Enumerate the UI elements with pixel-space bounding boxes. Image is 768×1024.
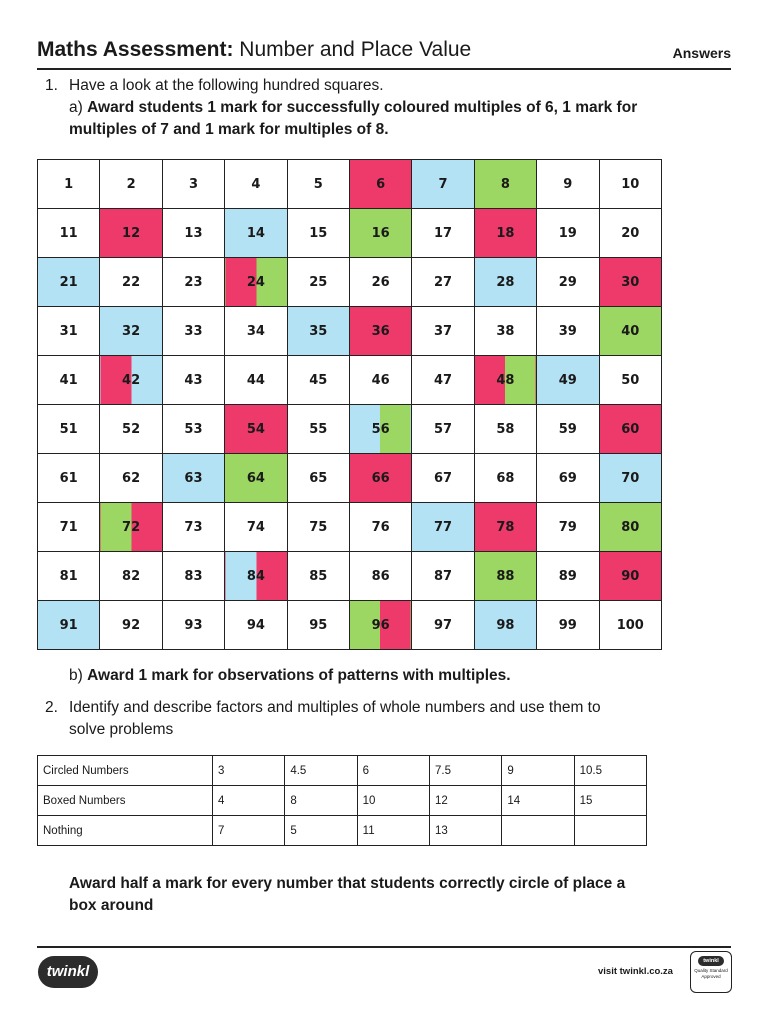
hundred-square-cell: 28 [474, 258, 536, 307]
hundred-square-cell: 36 [349, 307, 411, 356]
hundred-square-cell: 42 [100, 356, 162, 405]
hundred-square-cell: 80 [599, 503, 661, 552]
hundred-square-cell: 57 [412, 405, 474, 454]
numbers-table-cell: 3 [213, 756, 285, 786]
hundred-square-cell: 85 [287, 552, 349, 601]
hundred-square-cell: 76 [349, 503, 411, 552]
hundred-square-cell: 49 [537, 356, 599, 405]
hundred-square-cell: 91 [38, 601, 100, 650]
numbers-table-cell: 13 [429, 816, 501, 846]
hundred-square-cell: 77 [412, 503, 474, 552]
numbers-table-cell: 4 [213, 786, 285, 816]
question-2-line2: solve problems [69, 721, 174, 738]
hundred-square-cell: 21 [38, 258, 100, 307]
question-1b-text: Award 1 mark for observations of patterns with multiples. [87, 667, 511, 684]
question-2-line1: Identify and describe factors and multiples of whole numbers and use them to [69, 699, 601, 716]
hundred-square-cell: 68 [474, 454, 536, 503]
hundred-square-cell: 2 [100, 160, 162, 209]
numbers-table-cell [574, 816, 646, 846]
hundred-square-cell: 25 [287, 258, 349, 307]
hundred-square-cell: 23 [162, 258, 224, 307]
hundred-square-cell: 38 [474, 307, 536, 356]
numbers-table-cell: 11 [357, 816, 429, 846]
numbers-table-row-label: Nothing [38, 816, 213, 846]
numbers-table-row [38, 786, 647, 816]
numbers-table-cell: 8 [285, 786, 357, 816]
hundred-square-cell: 29 [537, 258, 599, 307]
hundred-square-cell: 48 [474, 356, 536, 405]
question-1 [45, 75, 685, 145]
title-rest: Number and Place Value [233, 38, 472, 61]
hundred-square-cell: 10 [599, 160, 661, 209]
hundred-square-cell: 66 [349, 454, 411, 503]
hundred-square-cell: 32 [100, 307, 162, 356]
numbers-table-cell: 15 [574, 786, 646, 816]
hundred-square-cell: 15 [287, 209, 349, 258]
hundred-square-cell: 94 [225, 601, 287, 650]
hundred-square-cell: 51 [38, 405, 100, 454]
hundred-square-cell: 69 [537, 454, 599, 503]
hundred-square-cell: 95 [287, 601, 349, 650]
hundred-square-cell: 62 [100, 454, 162, 503]
badge-line1: Quality Standard [694, 968, 728, 973]
badge-line2: Approved [701, 974, 721, 979]
hundred-square-cell: 96 [349, 601, 411, 650]
hundred-square-cell: 37 [412, 307, 474, 356]
hundred-square-cell: 65 [287, 454, 349, 503]
hundred-square-row [38, 160, 662, 209]
hundred-square-cell: 88 [474, 552, 536, 601]
question-2-note-line1: Award half a mark for every number that students correctly circle of place a [69, 875, 626, 892]
hundred-square-cell: 58 [474, 405, 536, 454]
hundred-square-cell: 82 [100, 552, 162, 601]
hundred-square-cell: 17 [412, 209, 474, 258]
question-1-number: 1. [45, 77, 58, 94]
numbers-table-cell: 14 [502, 786, 574, 816]
page-header [37, 36, 731, 70]
hundred-square-cell: 27 [412, 258, 474, 307]
hundred-square-cell: 84 [225, 552, 287, 601]
hundred-square-cell: 41 [38, 356, 100, 405]
hundred-square-cell: 46 [349, 356, 411, 405]
page-title [37, 38, 471, 62]
hundred-square-row [38, 552, 662, 601]
numbers-table-cell: 7.5 [429, 756, 501, 786]
hundred-square-cell: 35 [287, 307, 349, 356]
hundred-square-cell: 90 [599, 552, 661, 601]
numbers-table-cell: 10.5 [574, 756, 646, 786]
hundred-square-cell: 72 [100, 503, 162, 552]
hundred-square-cell: 45 [287, 356, 349, 405]
numbers-table-cell: 9 [502, 756, 574, 786]
hundred-square-cell: 3 [162, 160, 224, 209]
numbers-table-row [38, 756, 647, 786]
hundred-square-cell: 78 [474, 503, 536, 552]
hundred-square-row [38, 356, 662, 405]
numbers-table-cell: 12 [429, 786, 501, 816]
hundred-square-cell: 97 [412, 601, 474, 650]
hundred-square-cell: 86 [349, 552, 411, 601]
hundred-square-cell: 47 [412, 356, 474, 405]
hundred-square-cell: 70 [599, 454, 661, 503]
hundred-square-cell: 56 [349, 405, 411, 454]
hundred-square-row [38, 503, 662, 552]
hundred-square-cell: 11 [38, 209, 100, 258]
hundred-square-cell: 61 [38, 454, 100, 503]
title-bold: Maths Assessment: [37, 38, 234, 61]
question-1a-line1: Award students 1 mark for successfully coloured multiples of 6, 1 mark for [87, 99, 638, 116]
numbers-table-row-label: Circled Numbers [38, 756, 213, 786]
hundred-square-cell: 40 [599, 307, 661, 356]
hundred-square-cell: 20 [599, 209, 661, 258]
hundred-square-cell: 1 [38, 160, 100, 209]
hundred-square-cell: 93 [162, 601, 224, 650]
hundred-square-cell: 53 [162, 405, 224, 454]
hundred-square-cell: 98 [474, 601, 536, 650]
hundred-square-cell: 75 [287, 503, 349, 552]
numbers-table-cell: 7 [213, 816, 285, 846]
visit-link[interactable]: visit twinkl.co.za [598, 966, 673, 977]
hundred-square-cell: 16 [349, 209, 411, 258]
hundred-square-cell: 55 [287, 405, 349, 454]
hundred-square-cell: 33 [162, 307, 224, 356]
hundred-square-cell: 71 [38, 503, 100, 552]
numbers-table-cell [502, 816, 574, 846]
question-1a-prefix: a) [69, 99, 88, 116]
question-1-intro: Have a look at the following hundred squares. [69, 77, 384, 94]
numbers-table-cell: 6 [357, 756, 429, 786]
numbers-table-cell: 10 [357, 786, 429, 816]
hundred-square-cell: 67 [412, 454, 474, 503]
question-2-note [69, 873, 689, 917]
hundred-square-cell: 30 [599, 258, 661, 307]
question-2-number: 2. [45, 699, 58, 716]
hundred-square-row [38, 258, 662, 307]
hundred-square-cell: 73 [162, 503, 224, 552]
hundred-square-row [38, 405, 662, 454]
badge-brand: twinkl [698, 956, 724, 966]
hundred-square-cell: 100 [599, 601, 661, 650]
question-1b [45, 665, 685, 687]
question-2-note-line2: box around [69, 897, 154, 914]
hundred-square-cell: 8 [474, 160, 536, 209]
numbers-table [37, 755, 647, 846]
hundred-square-cell: 26 [349, 258, 411, 307]
numbers-table-cell: 4.5 [285, 756, 357, 786]
hundred-square-cell: 79 [537, 503, 599, 552]
quality-badge [690, 951, 732, 993]
numbers-table-cell: 5 [285, 816, 357, 846]
question-1a-line2: multiples of 7 and 1 mark for multiples of 8. [69, 121, 389, 138]
question-1b-prefix: b) [69, 667, 88, 684]
footer-divider [37, 946, 731, 948]
hundred-square-cell: 43 [162, 356, 224, 405]
hundred-square-cell: 9 [537, 160, 599, 209]
hundred-square-cell: 44 [225, 356, 287, 405]
hundred-square-cell: 50 [599, 356, 661, 405]
hundred-square-cell: 99 [537, 601, 599, 650]
hundred-square-cell: 4 [225, 160, 287, 209]
hundred-square-cell: 81 [38, 552, 100, 601]
numbers-table-row [38, 816, 647, 846]
hundred-square-cell: 12 [100, 209, 162, 258]
hundred-square-cell: 54 [225, 405, 287, 454]
hundred-square-cell: 6 [349, 160, 411, 209]
hundred-square-row [38, 307, 662, 356]
hundred-square-cell: 52 [100, 405, 162, 454]
hundred-square-cell: 64 [225, 454, 287, 503]
hundred-square-cell: 5 [287, 160, 349, 209]
hundred-square-cell: 13 [162, 209, 224, 258]
question-1a [69, 97, 637, 119]
hundred-square-row [38, 601, 662, 650]
hundred-square-cell: 60 [599, 405, 661, 454]
hundred-square-cell: 74 [225, 503, 287, 552]
hundred-square-cell: 14 [225, 209, 287, 258]
hundred-square-cell: 24 [225, 258, 287, 307]
hundred-square-cell: 34 [225, 307, 287, 356]
numbers-table-row-label: Boxed Numbers [38, 786, 213, 816]
twinkl-logo: twinkl [38, 956, 98, 988]
hundred-square-cell: 18 [474, 209, 536, 258]
hundred-square-cell: 31 [38, 307, 100, 356]
answers-label: Answers [672, 45, 731, 61]
hundred-square-cell: 39 [537, 307, 599, 356]
hundred-square-cell: 59 [537, 405, 599, 454]
hundred-square-row [38, 209, 662, 258]
hundred-square-cell: 89 [537, 552, 599, 601]
question-2 [45, 697, 685, 741]
hundred-square-row [38, 454, 662, 503]
hundred-square-cell: 87 [412, 552, 474, 601]
hundred-square-cell: 63 [162, 454, 224, 503]
hundred-square-cell: 83 [162, 552, 224, 601]
hundred-square [37, 159, 662, 650]
hundred-square-cell: 7 [412, 160, 474, 209]
hundred-square-cell: 19 [537, 209, 599, 258]
hundred-square-cell: 22 [100, 258, 162, 307]
hundred-square-cell: 92 [100, 601, 162, 650]
